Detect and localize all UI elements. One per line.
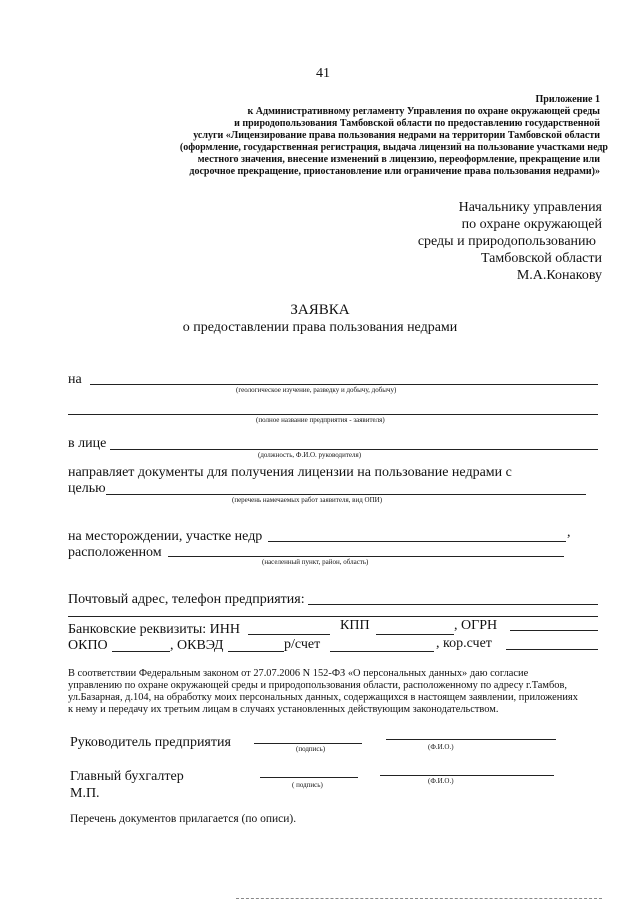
ogrn-field-line[interactable]	[510, 630, 598, 631]
annex-block	[160, 94, 608, 178]
ks-field-line[interactable]	[506, 649, 598, 650]
head-fio-caption: (Ф.И.О.)	[428, 743, 454, 751]
addressee-line: Тамбовской области	[480, 251, 602, 266]
annex-line: к Административному регламенту Управления по охране окружающей среды	[247, 106, 600, 117]
deposit-label: на месторождении, участке недр	[68, 529, 263, 544]
ogrn-label: , ОГРН	[454, 618, 498, 633]
na-field-line[interactable]	[90, 384, 598, 385]
okved-field-line[interactable]	[228, 651, 284, 652]
footer-divider	[236, 898, 602, 899]
purpose-field-line[interactable]	[106, 494, 586, 495]
accountant-sign-caption: ( подпись)	[292, 781, 323, 789]
accountant-sign-line[interactable]	[260, 777, 358, 778]
postal-field-line[interactable]	[308, 604, 598, 605]
addressee-line: М.А.Конакову	[516, 268, 602, 283]
addressee-line: по охране окружающей	[461, 217, 602, 232]
annex-line: услуги «Лицензирование права пользования недрами на территории Тамбовской области	[193, 130, 600, 141]
annex-line: (оформление, государственная регистрация, выдача лицензий на пользование участками недр	[179, 142, 608, 153]
consent-paragraph	[68, 668, 578, 716]
postal-field-line-2[interactable]	[68, 616, 598, 617]
page-number: 41	[316, 66, 330, 81]
annex-line: досрочное прекращение, приостановление или ограничение права пользования недрами)»	[189, 166, 600, 177]
head-signature-label: Руководитель предприятия	[70, 735, 231, 750]
inn-field-line[interactable]	[248, 634, 330, 635]
document-subtitle: о предоставлении права пользования недрами	[182, 320, 458, 335]
consent-line: к нему и передачу их третьим лицам в случаях установленных действующим законодательством.	[68, 704, 499, 715]
consent-line: управлению по охране окружающей среды и природопользования области, расположенному по адресу г.Тамбов,	[68, 680, 567, 691]
na-label: на	[68, 372, 82, 387]
located-caption: (населенный пункт, район, область)	[262, 558, 369, 566]
postal-label: Почтовый адрес, телефон предприятия:	[68, 592, 305, 607]
accountant-fio-line[interactable]	[380, 775, 554, 776]
rs-field-line[interactable]	[330, 651, 434, 652]
consent-line: ул.Базарная, д.104, на обработку моих персональных данных, содержащихся в настоящем заявлении, приложениях	[68, 692, 578, 703]
head-fio-line[interactable]	[386, 739, 556, 740]
okpo-field-line[interactable]	[112, 651, 170, 652]
face-caption: (должность, Ф.И.О. руководителя)	[258, 451, 362, 459]
kpp-label: КПП	[340, 618, 370, 633]
stamp-label: М.П.	[70, 786, 100, 801]
deposit-comma: ,	[567, 525, 571, 540]
purpose-caption: (перечень намечаемых работ заявителя, вид ОПИ)	[232, 496, 383, 504]
head-sign-line[interactable]	[254, 743, 362, 744]
annex-line: местного значения, внесение изменений в лицензию, переоформление, прекращение или	[197, 154, 600, 165]
na-caption: (геологическое изучение, разведку и добычу, добычу)	[236, 386, 397, 394]
addressee-line: Начальнику управления	[458, 200, 602, 215]
consent-line: В соответствии Федеральным законом от 27.07.2006 N 152-ФЗ «О персональных данных» даю согласие	[68, 668, 529, 679]
head-sign-caption: (подпись)	[296, 745, 326, 753]
kpp-field-line[interactable]	[376, 634, 454, 635]
annex-title: Приложение 1	[535, 94, 600, 105]
rs-label: р/счет	[284, 637, 321, 652]
located-label: расположенном	[68, 545, 162, 560]
attached-documents-note: Перечень документов прилагается (по описи).	[70, 813, 297, 825]
ks-label: , кор.счет	[436, 636, 492, 651]
organization-field-line[interactable]	[68, 414, 598, 415]
face-field-line[interactable]	[110, 449, 598, 450]
accountant-fio-caption: (Ф.И.О.)	[428, 777, 454, 785]
accountant-signature-label: Главный бухгалтер	[70, 769, 184, 784]
located-field-line[interactable]	[168, 556, 564, 557]
annex-line: и природопользования Тамбовской области по предоставлению государственной	[234, 118, 600, 129]
deposit-field-line[interactable]	[268, 541, 566, 542]
face-label: в лице	[68, 436, 107, 451]
purpose-label: целью	[68, 481, 106, 496]
okpo-label: ОКПО	[68, 638, 108, 653]
sends-documents-text: направляет документы для получения лицензии на пользование недрами с	[68, 465, 512, 480]
okved-label: , ОКВЭД	[170, 638, 224, 653]
document-title: ЗАЯВКА	[290, 302, 350, 318]
organization-caption: (полное название предприятия - заявителя)	[256, 416, 385, 424]
bank-inn-label: Банковские реквизиты: ИНН	[68, 622, 240, 637]
addressee-line: среды и природопользованию	[417, 234, 596, 249]
